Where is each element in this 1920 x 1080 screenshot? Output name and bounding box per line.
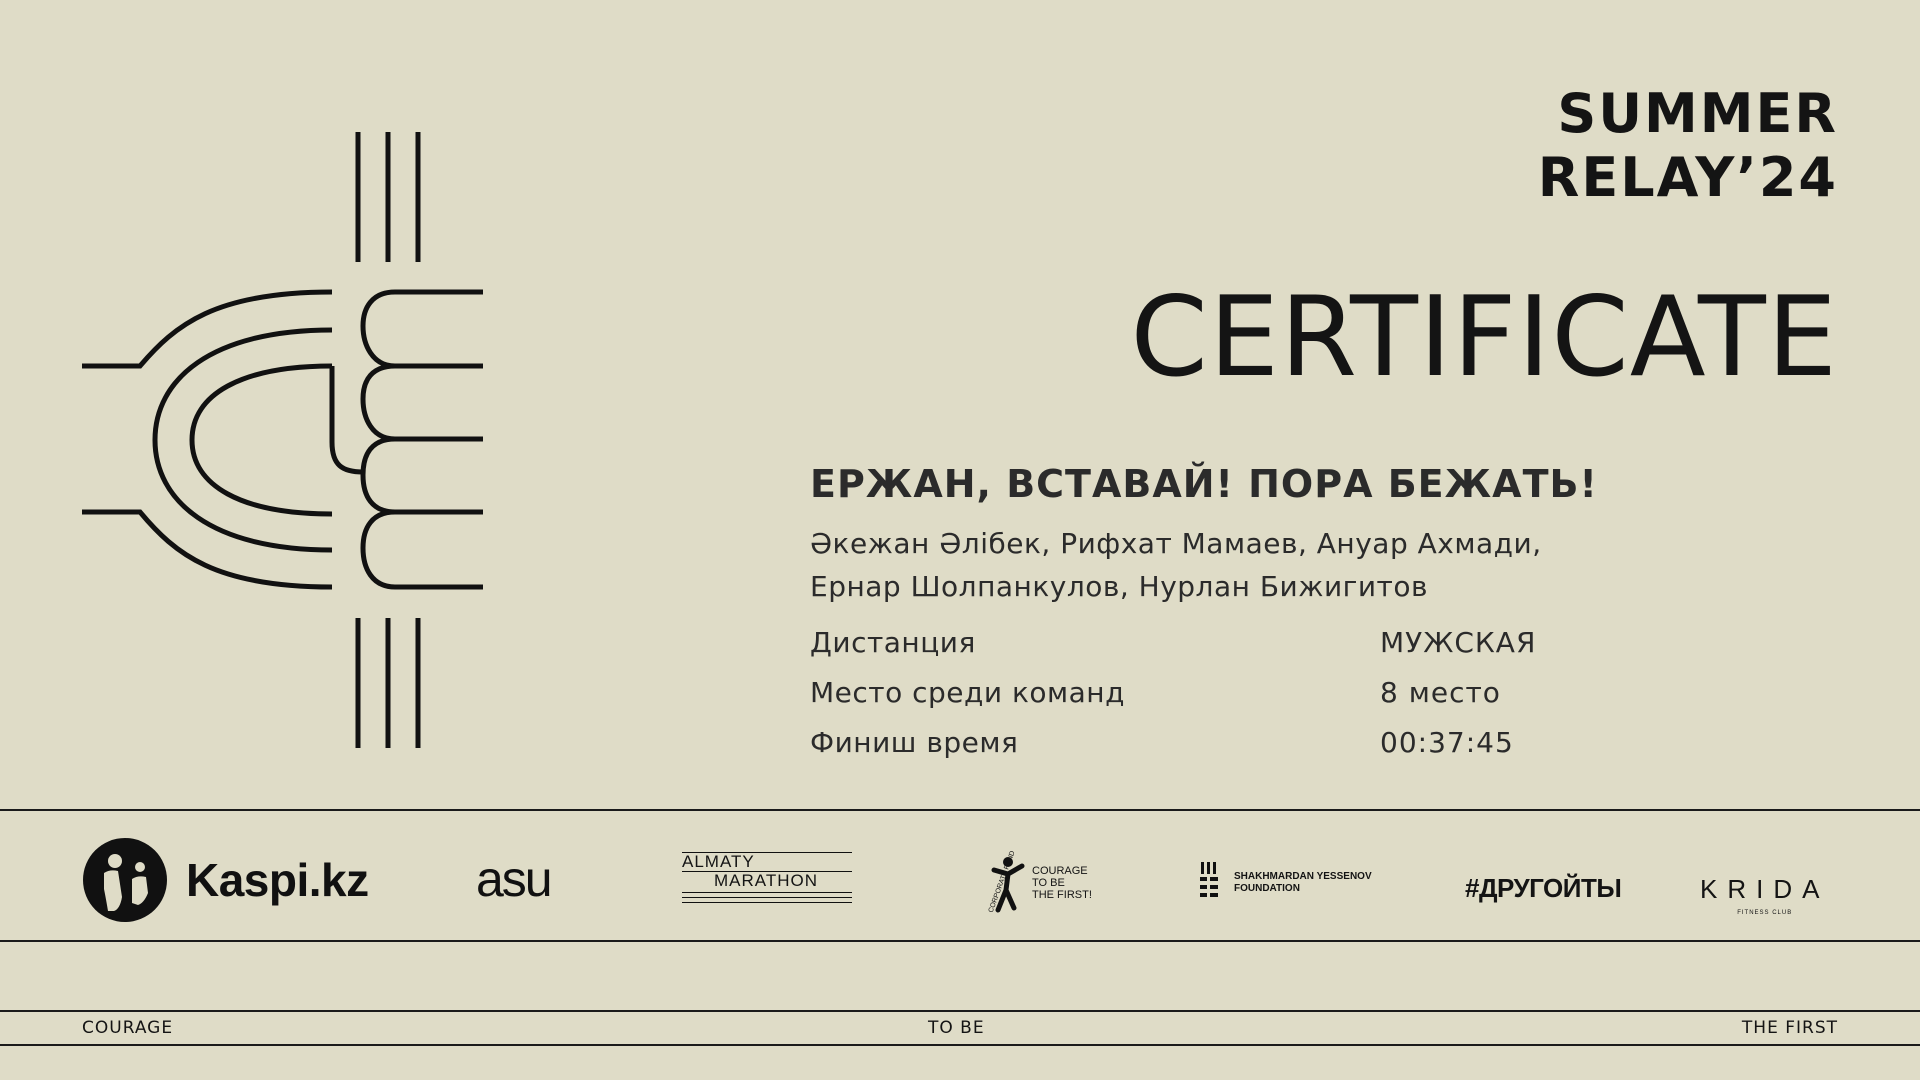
tagline-center: TO BE xyxy=(928,1018,985,1038)
finish-time-label: Финиш время xyxy=(810,726,1019,759)
team-members xyxy=(810,522,1860,608)
sponsor-asu xyxy=(476,850,551,908)
asu-wordmark: asu xyxy=(476,851,551,907)
sponsor-drugoity xyxy=(1465,873,1621,904)
team-members-line2: Ернар Шолпанкулов, Нурлан Бижигитов xyxy=(810,570,1428,603)
divider-top xyxy=(0,809,1920,811)
distance-label: Дистанция xyxy=(810,626,976,659)
kaspi-wordmark: Kaspi.kz xyxy=(186,854,369,906)
sponsor-yessenov-foundation xyxy=(1198,862,1372,904)
relay-emblem-icon xyxy=(80,130,500,760)
drugoity-wordmark: #ДРУГОЙТЫ xyxy=(1465,873,1622,903)
kaspi-logo-icon xyxy=(82,837,168,923)
sponsor-almaty-marathon xyxy=(682,852,852,903)
divider-tagline-bottom xyxy=(0,1044,1920,1046)
finish-time-value: 00:37:45 xyxy=(1380,726,1514,759)
divider-tagline-top xyxy=(0,1010,1920,1012)
team-place-value: 8 место xyxy=(1380,676,1501,709)
team-name: ЕРЖАН, ВСТАВАЙ! ПОРА БЕЖАТЬ! xyxy=(810,462,1598,506)
yessenov-line1: SHAKHMARDAN YESSENOV xyxy=(1234,871,1372,882)
courage-fund-line2: TO BE xyxy=(1032,877,1065,889)
krida-subtitle: FITNESS CLUB xyxy=(1737,910,1793,916)
team-members-line1: Әкежан Әлібек, Рифхат Мамаев, Ануар Ахмади, xyxy=(810,527,1542,560)
event-title-line2: RELAY’24 xyxy=(1537,146,1838,209)
sponsor-krida xyxy=(1700,874,1829,919)
certificate-heading: CERTIFICATE xyxy=(1130,273,1838,402)
courage-fund-line3: THE FIRST! xyxy=(1032,889,1092,901)
courage-fund-line1: COURAGE xyxy=(1032,865,1088,877)
almaty-marathon-line2: MARATHON xyxy=(714,871,819,890)
divider-middle xyxy=(0,940,1920,942)
event-title-line1: SUMMER xyxy=(1557,82,1838,145)
team-place-label: Место среди команд xyxy=(810,676,1125,709)
krida-wordmark: KRIDA xyxy=(1700,874,1830,904)
distance-value: МУЖСКАЯ xyxy=(1380,626,1537,659)
yessenov-mark-icon xyxy=(1198,862,1220,904)
courage-fund-arc-text: CORPORATE FUND xyxy=(987,849,1017,914)
sponsor-courage-fund xyxy=(978,849,1092,914)
yessenov-line2: FOUNDATION xyxy=(1234,883,1300,894)
almaty-marathon-line1: ALMATY xyxy=(682,852,755,871)
sponsor-kaspi xyxy=(82,837,369,923)
tagline-right: THE FIRST xyxy=(1741,1018,1838,1038)
tagline-left: COURAGE xyxy=(82,1018,174,1038)
event-title xyxy=(1338,82,1838,210)
